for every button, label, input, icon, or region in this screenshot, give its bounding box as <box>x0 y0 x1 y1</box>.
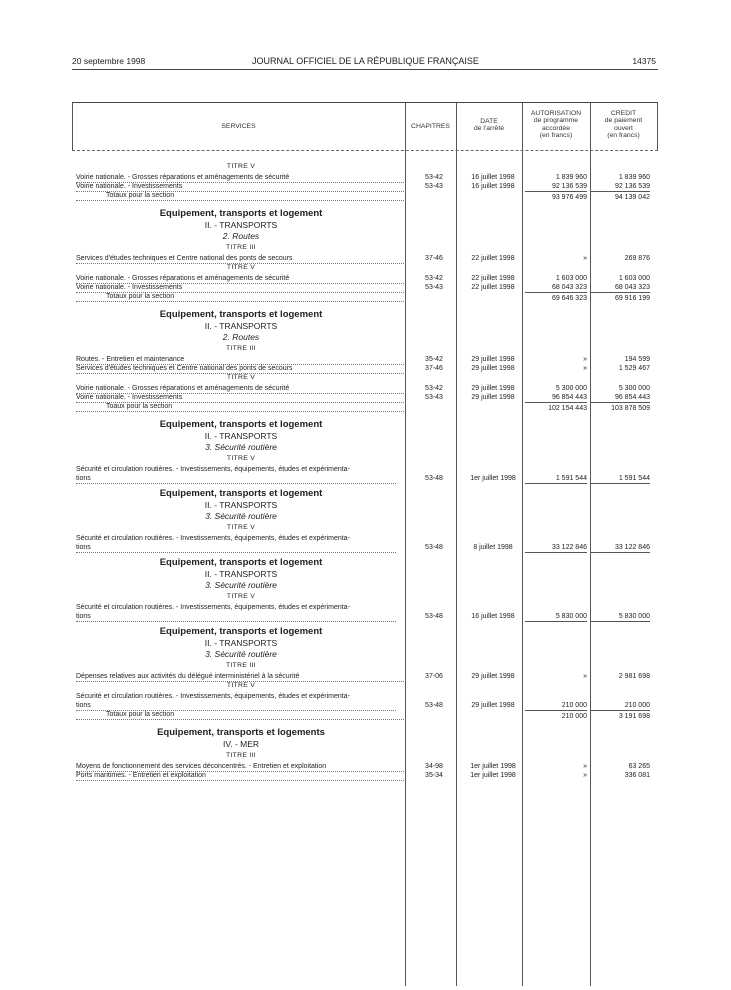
table-row <box>76 182 654 191</box>
titre-label: TITRE V <box>226 163 256 170</box>
section-subheading <box>76 232 654 243</box>
table-row <box>76 465 654 483</box>
row-credit: 33 122 846 <box>590 543 650 553</box>
table-row <box>76 274 654 283</box>
titre-heading <box>76 681 654 692</box>
table-row <box>76 355 654 364</box>
table-row <box>76 384 654 393</box>
subheading-label: 2. Routes <box>222 231 260 241</box>
row-chapitre: 53-43 <box>425 284 443 291</box>
row-description: Services d'études techniques et Centre national des ponts de secours <box>76 254 406 264</box>
section-total-row <box>76 292 654 304</box>
subheading-label: IV. - MER <box>222 739 260 749</box>
subheading-label: II. - TRANSPORTS <box>204 431 278 441</box>
total-autorisation: 93 976 499 <box>525 191 587 202</box>
header-rule <box>72 69 658 70</box>
row-date: 29 juillet 1998 <box>471 356 515 363</box>
table-row <box>76 603 654 621</box>
titre-heading <box>76 523 654 534</box>
row-credit: 92 136 539 <box>614 183 650 190</box>
row-date: 16 juillet 1998 <box>471 174 515 181</box>
row-chapitre: 53-43 <box>425 394 443 401</box>
column-header-credit: CREDIT de paiement ouvert (en francs) <box>604 110 643 140</box>
section-title: Equipement, transports et logement <box>159 557 323 568</box>
subheading-label: 3. Sécurité routière <box>205 580 277 590</box>
titre-heading <box>76 263 654 274</box>
row-autorisation: 1 839 960 <box>555 174 587 181</box>
row-chapitre: 37-46 <box>425 255 443 262</box>
row-date: 16 juillet 1998 <box>471 183 515 190</box>
total-label: Totaux pour la section <box>76 191 406 201</box>
section-subheading <box>76 221 654 232</box>
titre-heading <box>76 751 654 762</box>
titre-heading <box>76 592 654 603</box>
row-description: Ports maritimes. - Entretien et exploitation <box>76 771 406 781</box>
row-description: Voirie nationale. - Grosses réparations et aménagements de sécurité <box>76 384 406 394</box>
column-header-autorisation: AUTORISATION de programme accordée (en francs) <box>530 110 582 140</box>
row-autorisation: 5 830 000 <box>525 612 587 622</box>
row-date: 29 juillet 1998 <box>471 394 515 401</box>
row-autorisation: 33 122 846 <box>525 543 587 553</box>
row-description: Voirie nationale. - Grosses réparations et aménagements de sécurité <box>76 173 406 183</box>
titre-label: TITRE V <box>226 682 256 689</box>
section-subheading <box>76 501 654 512</box>
row-credit: 1 529 467 <box>618 365 650 372</box>
row-credit: 5 830 000 <box>590 612 650 622</box>
section-heading <box>76 209 654 221</box>
row-autorisation: 68 043 323 <box>551 284 587 291</box>
row-autorisation: 1 603 000 <box>555 275 587 282</box>
row-credit: 194 599 <box>624 356 650 363</box>
titre-label: TITRE III <box>226 345 256 352</box>
section-subheading <box>76 740 654 751</box>
row-description-line2: tions <box>76 474 396 484</box>
section-title: Equipement, transports et logement <box>159 208 323 219</box>
section-subheading <box>76 333 654 344</box>
row-date: 29 juillet 1998 <box>471 365 515 372</box>
table-row <box>76 393 654 402</box>
row-description: Dépenses relatives aux activités du délégué interministériel à la sécurité <box>76 672 406 682</box>
total-autorisation: 102 154 443 <box>525 402 587 413</box>
subheading-label: II. - TRANSPORTS <box>204 500 278 510</box>
subheading-label: II. - TRANSPORTS <box>204 569 278 579</box>
row-description: Voirie nationale. - Investissements <box>76 393 406 403</box>
row-autorisation: » <box>583 365 587 372</box>
section-total-row <box>76 191 654 203</box>
row-description-line2: tions <box>76 612 396 622</box>
row-description <box>76 465 406 484</box>
row-chapitre: 53-48 <box>425 544 443 551</box>
titre-label: TITRE V <box>226 455 256 462</box>
table-row <box>76 364 654 373</box>
header-date: 20 septembre 1998 <box>72 56 146 66</box>
row-description-line1: Sécurité et circulation routières. - Investissements, équipements, études et expérimenta- <box>76 604 350 611</box>
row-autorisation: » <box>583 772 587 779</box>
section-title: Equipement, transports et logement <box>159 626 323 637</box>
section-heading <box>76 310 654 322</box>
row-credit: 1 591 544 <box>590 474 650 484</box>
titre-label: TITRE III <box>226 662 256 669</box>
row-autorisation: » <box>583 356 587 363</box>
row-autorisation: 1 591 544 <box>525 474 587 484</box>
section-subheading <box>76 512 654 523</box>
table-row <box>76 283 654 292</box>
section-total-row <box>76 710 654 722</box>
titre-heading <box>76 162 654 173</box>
row-description-line2: tions <box>76 543 396 553</box>
row-description <box>76 692 406 711</box>
row-chapitre: 35-42 <box>425 356 443 363</box>
row-description-line1: Sécurité et circulation routières. - Investissements, équipements, études et expérimenta- <box>76 535 350 542</box>
row-chapitre: 35-34 <box>425 772 443 779</box>
row-date: 22 juillet 1998 <box>471 255 515 262</box>
total-label: Totaux pour la section <box>76 710 406 720</box>
column-header-chapitres: CHAPITRES <box>411 123 450 130</box>
row-autorisation: » <box>583 255 587 262</box>
row-description: Services d'études techniques et Centre national des ponts de secours <box>76 364 406 374</box>
titre-heading <box>76 243 654 254</box>
row-credit: 63 265 <box>628 763 650 770</box>
titre-label: TITRE V <box>226 374 256 381</box>
column-header-date: DATE de l'arrêté <box>473 118 504 133</box>
total-label: Totaux pour la section <box>76 292 406 302</box>
row-date: 1er juillet 1998 <box>470 475 516 482</box>
row-credit: 68 043 323 <box>614 284 650 291</box>
section-heading <box>76 420 654 432</box>
row-chapitre: 37-06 <box>425 673 443 680</box>
section-heading <box>76 489 654 501</box>
titre-label: TITRE V <box>226 524 256 531</box>
row-date: 29 juillet 1998 <box>471 385 515 392</box>
section-subheading <box>76 581 654 592</box>
column-header-services: SERVICES <box>221 123 256 130</box>
row-chapitre: 53-42 <box>425 174 443 181</box>
total-label: Toaux pour la section <box>76 402 406 412</box>
subheading-label: II. - TRANSPORTS <box>204 220 278 230</box>
table-row <box>76 173 654 182</box>
header-bottom-rule <box>72 150 658 151</box>
section-title: Equipement, transports et logements <box>157 727 325 738</box>
row-chapitre: 53-42 <box>425 385 443 392</box>
row-description <box>76 534 406 553</box>
row-autorisation: » <box>583 673 587 680</box>
row-description-line1: Sécurité et circulation routières. - Investissements, équipements, études et expérimenta- <box>76 466 350 473</box>
section-subheading <box>76 639 654 650</box>
table-row <box>76 692 654 710</box>
row-autorisation: 210 000 <box>525 701 587 711</box>
header-page-number: 14375 <box>632 56 656 66</box>
table-row <box>76 254 654 263</box>
total-autorisation: 69 646 323 <box>525 292 587 303</box>
titre-label: TITRE V <box>226 264 256 271</box>
row-description <box>76 603 406 622</box>
section-title: Equipement, transports et logement <box>159 488 323 499</box>
total-credit: 103 878 509 <box>590 402 650 413</box>
row-chapitre: 53-43 <box>425 183 443 190</box>
subheading-label: II. - TRANSPORTS <box>204 321 278 331</box>
subheading-label: 3. Sécurité routière <box>205 511 277 521</box>
titre-heading <box>76 373 654 384</box>
row-credit: 1 839 960 <box>618 174 650 181</box>
table-right-border <box>657 102 658 150</box>
table-top-rule <box>72 102 658 103</box>
row-date: 16 juillet 1998 <box>471 613 515 620</box>
section-title: Equipement, transports et logement <box>159 419 323 430</box>
total-credit: 3 191 698 <box>590 710 650 721</box>
titre-label: TITRE V <box>226 593 256 600</box>
row-autorisation: 96 854 443 <box>551 394 587 401</box>
row-date: 22 juillet 1998 <box>471 284 515 291</box>
row-date: 29 juillet 1998 <box>471 702 515 709</box>
row-date: 29 juillet 1998 <box>471 673 515 680</box>
total-credit: 69 916 199 <box>590 292 650 303</box>
section-heading <box>76 558 654 570</box>
row-date: 22 juillet 1998 <box>471 275 515 282</box>
row-credit: 336 081 <box>624 772 650 779</box>
row-date: 1er juillet 1998 <box>470 763 516 770</box>
titre-heading <box>76 661 654 672</box>
row-autorisation: 5 300 000 <box>555 385 587 392</box>
section-subheading <box>76 570 654 581</box>
titre-heading <box>76 344 654 355</box>
section-subheading <box>76 322 654 333</box>
titre-heading <box>76 454 654 465</box>
row-chapitre: 53-48 <box>425 613 443 620</box>
row-autorisation: 92 136 539 <box>551 183 587 190</box>
titre-label: TITRE III <box>226 244 256 251</box>
row-chapitre: 34-98 <box>425 763 443 770</box>
row-description-line1: Sécurité et circulation routières. - Investissements, équipements, études et expérimenta- <box>76 693 350 700</box>
row-chapitre: 53-48 <box>425 475 443 482</box>
row-description: Voirie nationale. - Investissements <box>76 182 406 192</box>
section-heading <box>76 728 654 740</box>
table-body <box>76 160 654 780</box>
row-description: Voirie nationale. - Grosses réparations et aménagements de sécurité <box>76 274 406 284</box>
row-credit: 1 603 000 <box>618 275 650 282</box>
subheading-label: 3. Sécurité routière <box>205 442 277 452</box>
row-date: 8 juillet 1998 <box>473 544 513 551</box>
row-description: Moyens de fonctionnement des services déconcentrés. - Entretien et exploitation <box>76 762 406 772</box>
section-title: Equipement, transports et logement <box>159 309 323 320</box>
section-subheading <box>76 650 654 661</box>
section-subheading <box>76 443 654 454</box>
row-credit: 2 981 698 <box>618 673 650 680</box>
row-chapitre: 53-42 <box>425 275 443 282</box>
row-description-line2: tions <box>76 701 396 711</box>
titre-label: TITRE III <box>226 752 256 759</box>
row-credit: 5 300 000 <box>618 385 650 392</box>
row-description: Routes. - Entretien et maintenance <box>76 355 406 365</box>
table-row <box>76 771 654 780</box>
subheading-label: 2. Routes <box>222 332 260 342</box>
section-subheading <box>76 432 654 443</box>
row-chapitre: 37-46 <box>425 365 443 372</box>
subheading-label: 3. Sécurité routière <box>205 649 277 659</box>
row-description: Voirie nationale. - Investissements <box>76 283 406 293</box>
table-row <box>76 534 654 552</box>
table-row <box>76 762 654 771</box>
total-credit: 94 139 042 <box>590 191 650 202</box>
section-heading <box>76 627 654 639</box>
header-journal-title: JOURNAL OFFICIEL DE LA RÉPUBLIQUE FRANÇAISE <box>252 56 479 66</box>
table-row <box>76 672 654 681</box>
row-credit: 96 854 443 <box>614 394 650 401</box>
row-autorisation: » <box>583 763 587 770</box>
total-autorisation: 210 000 <box>525 710 587 721</box>
subheading-label: II. - TRANSPORTS <box>204 638 278 648</box>
row-credit: 210 000 <box>590 701 650 711</box>
row-date: 1er juillet 1998 <box>470 772 516 779</box>
row-credit: 269 876 <box>624 255 650 262</box>
row-chapitre: 53-48 <box>425 702 443 709</box>
section-total-row <box>76 402 654 414</box>
